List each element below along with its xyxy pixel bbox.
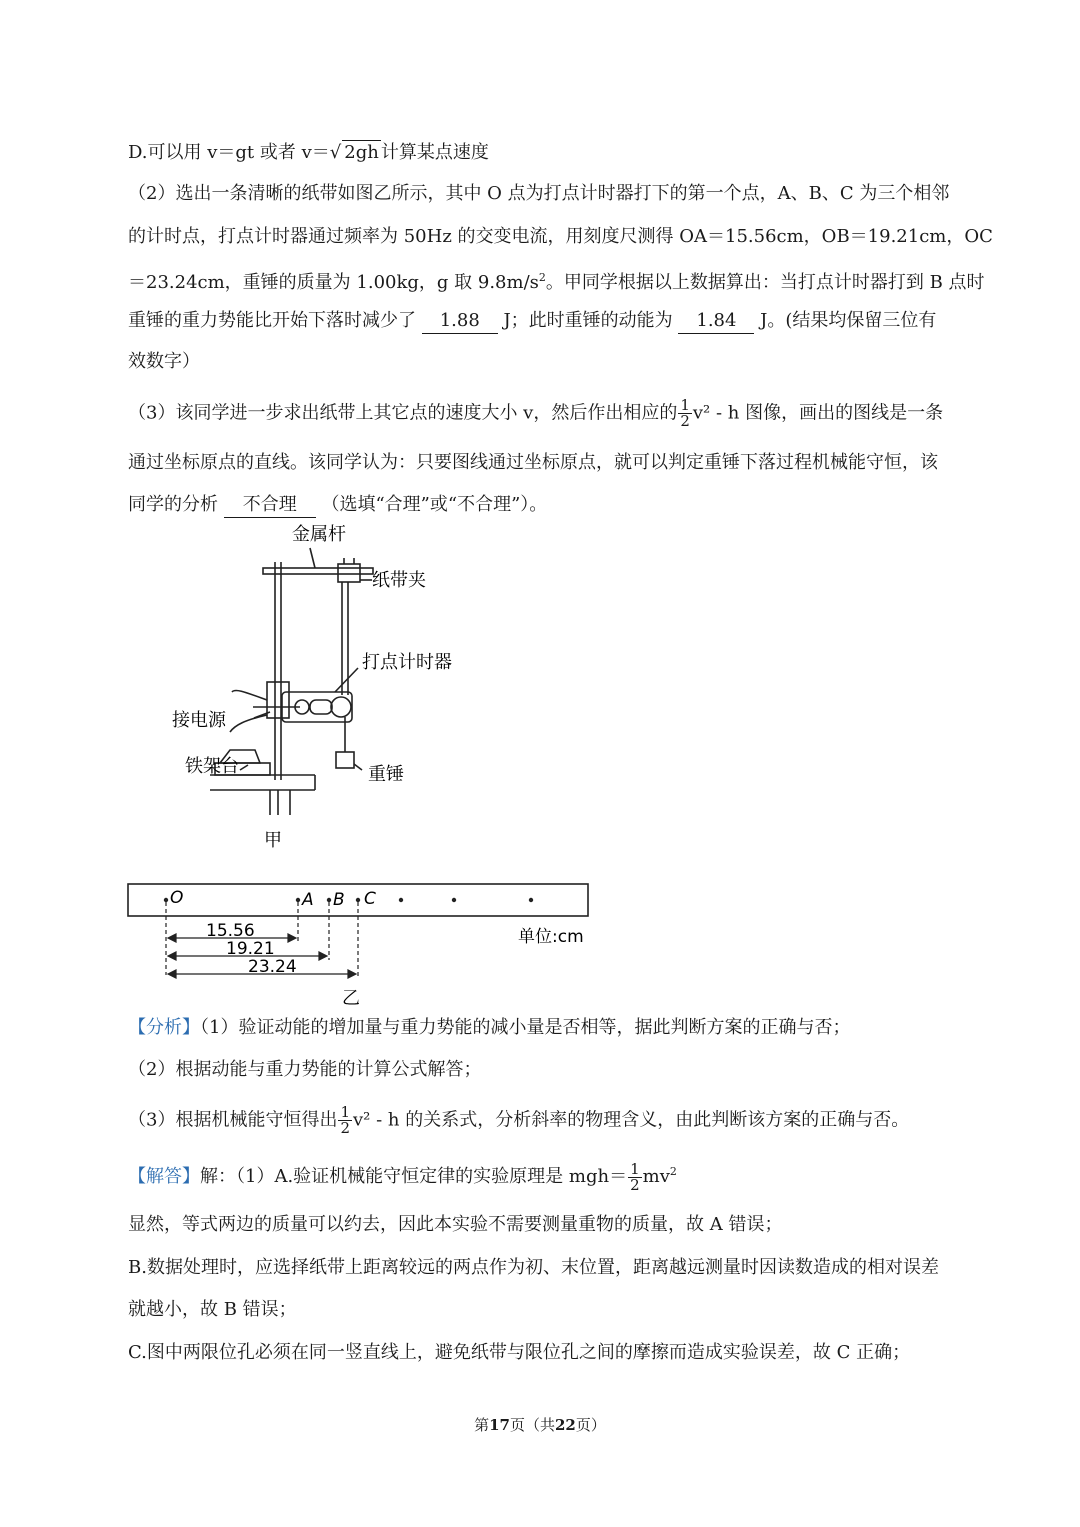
- fraction-denominator: 2: [340, 1119, 350, 1137]
- point-o-dot: [164, 898, 168, 902]
- fraction-denominator: 2: [630, 1175, 640, 1194]
- tape-dot: [529, 898, 533, 902]
- analysis-3: [128, 1105, 909, 1136]
- answer-potential-energy: 1.88: [422, 309, 498, 334]
- unit-label: 单位:cm: [518, 927, 584, 947]
- fraction-numerator: 1: [630, 1159, 640, 1178]
- footer-pre: 第: [474, 1416, 490, 1434]
- analysis-3-tail: v² - h 的关系式，分析斜率的物理含义，由此判断该方案的正确与否。: [353, 1109, 910, 1131]
- answer-1: [128, 1160, 677, 1193]
- analysis-2: （2）根据动能与重力势能的计算公式解答；: [128, 1059, 482, 1080]
- caption-yi: 乙: [342, 988, 360, 1009]
- label-weight: 重锤: [368, 764, 404, 785]
- q2-line-4-mid: J；此时重锤的动能为: [503, 310, 673, 331]
- label-power: 接电源: [172, 710, 226, 731]
- label-timer: 打点计时器: [362, 652, 452, 673]
- point-c-label: C: [364, 889, 376, 909]
- fraction-numerator: 1: [680, 396, 690, 414]
- answer-4: 就越小，故 B 错误；: [128, 1299, 297, 1320]
- total-pages: 22: [555, 1416, 576, 1434]
- q2-line-4-tail: J。(结果均保留三位有: [760, 310, 937, 331]
- q2-line-3: [128, 266, 985, 295]
- answer-1-mv: mv: [642, 1166, 670, 1187]
- current-page: 17: [489, 1416, 510, 1434]
- label-rod: 金属杆: [292, 524, 346, 545]
- answer-kinetic-energy: 1.84: [678, 309, 754, 334]
- q3-line-2: 通过坐标原点的直线。该同学认为：只要图线通过坐标原点，就可以判定重锤下落过程机械能守恒，该: [128, 452, 938, 473]
- label-oc: 23.24: [248, 957, 297, 977]
- point-a-dot: [296, 898, 300, 902]
- q2-line-5: 效数字）: [128, 351, 200, 372]
- q3-line-1-text: （3）该同学进一步求出纸带上其它点的速度大小 v，然后作出相应的: [128, 402, 678, 424]
- analysis-1-text: （1）验证动能的增加量与重力势能的减小量是否相等，据此判断方案的正确与否；: [200, 1017, 851, 1038]
- footer-post: 页）: [575, 1416, 606, 1434]
- leader-stand: [240, 765, 248, 770]
- fraction-numerator: 1: [340, 1103, 350, 1121]
- q2-line-3-text: ＝23.24cm，重锤的质量为 1.00kg，g 取 9.8m/s: [128, 272, 539, 293]
- label-clip: 纸带夹: [372, 570, 426, 591]
- caption-jia: 甲: [264, 830, 282, 851]
- page-footer: [0, 1414, 1080, 1435]
- weight: [336, 752, 354, 768]
- fraction-half: [338, 1105, 352, 1136]
- leader-rod: [310, 548, 315, 568]
- clamp: [267, 682, 289, 718]
- answer-2: 显然，等式两边的质量可以约去，因此本实验不需要测量重物的质量，故 A 错误；: [128, 1214, 783, 1235]
- analysis-tag: 【分析】: [128, 1017, 200, 1038]
- q3-line-3-tail: （选填“合理”或“不合理”）。: [321, 494, 548, 515]
- label-stand: 铁架台: [185, 756, 239, 777]
- q3-line-3-text: 同学的分析: [128, 494, 218, 515]
- tape-dot: [399, 898, 403, 902]
- metal-rod: [263, 568, 373, 574]
- fraction-half: [678, 398, 692, 429]
- point-o-label: O: [170, 888, 184, 908]
- label-oa: 15.56: [206, 921, 255, 941]
- q2-line-3-tail: 。甲同学根据以上数据算出：当打点计时器打到 B 点时: [545, 272, 985, 293]
- answer-reasonable: 不合理: [224, 493, 316, 518]
- fraction-half: [628, 1159, 642, 1194]
- paper-clip: [338, 564, 360, 582]
- option-d: [128, 140, 489, 165]
- leader-weight: [354, 764, 362, 770]
- point-a-label: A: [302, 890, 314, 910]
- q3-line-1-tail: v² - h 图像，画出的图线是一条: [692, 402, 944, 424]
- paper-tape-diagram: [126, 880, 596, 1010]
- q3-line-1: [128, 398, 943, 429]
- q3-line-3: [128, 493, 547, 518]
- sqrt-content: 2gh: [344, 142, 379, 163]
- analysis-1: [128, 1016, 850, 1040]
- sqrt-symbol: √: [329, 142, 342, 163]
- point-c-dot: [356, 898, 360, 902]
- q2-line-2: 的计时点，打点计时器通过频率为 50Hz 的交变电流，用刻度尺测得 OA＝15.56cm，OB＝19.21cm，OC: [128, 226, 993, 247]
- analysis-3-text: （3）根据机械能守恒得出: [128, 1109, 338, 1131]
- footer-mid: 页（共: [509, 1416, 555, 1434]
- answer-5: C.图中两限位孔必须在同一竖直线上，避免纸带与限位孔之间的摩擦而造成实验误差，故 C 正确；: [128, 1342, 911, 1363]
- exponent: 2: [538, 271, 546, 284]
- tape-dot: [452, 898, 456, 902]
- option-d-text: D.可以用 v＝gt 或者 v＝: [128, 142, 330, 163]
- exponent: 2: [669, 1165, 677, 1178]
- label-ob: 19.21: [226, 939, 275, 959]
- fraction-denominator: 2: [680, 412, 690, 430]
- point-b-label: B: [333, 890, 345, 910]
- q2-line-4: [128, 309, 936, 334]
- option-d-tail: 计算某点速度: [380, 142, 489, 163]
- point-b-dot: [327, 898, 331, 902]
- apparatus-diagram: [150, 520, 610, 855]
- answer-1-text: 解：（1）A.验证机械能守恒定律的实验原理是 mgh＝: [200, 1166, 628, 1187]
- q2-line-4-text: 重锤的重力势能比开始下落时减少了: [128, 310, 416, 331]
- answer-3: B.数据处理时，应选择纸带上距离较远的两点作为初、末位置，距离越远测量时因读数造成的相对误差: [128, 1257, 939, 1278]
- answer-tag: 【解答】: [128, 1166, 200, 1187]
- q2-line-1: （2）选出一条清晰的纸带如图乙所示，其中 O 点为打点计时器打下的第一个点，A、B、C 为三个相邻: [128, 183, 950, 204]
